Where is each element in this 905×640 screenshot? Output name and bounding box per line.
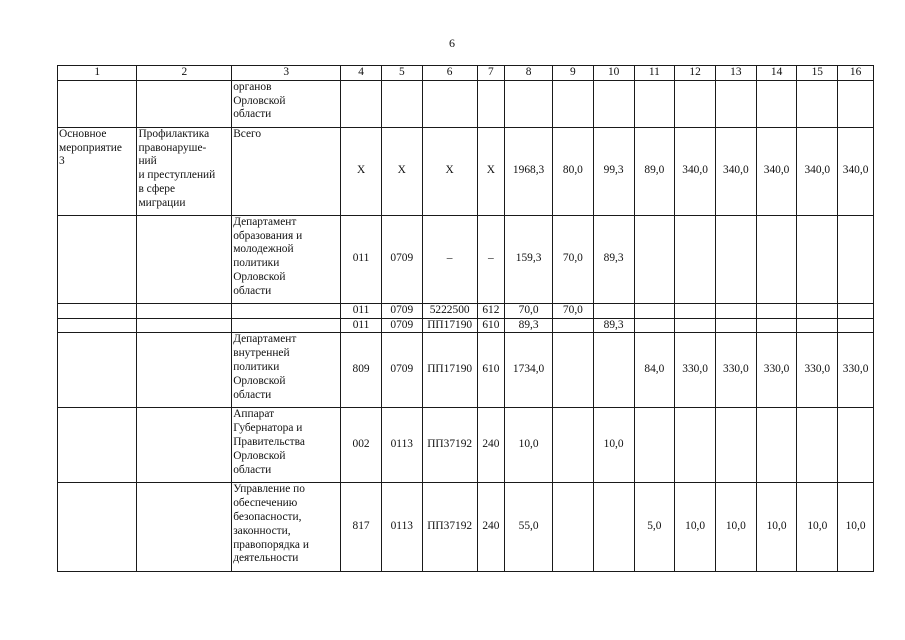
- column-header-9: 9: [553, 66, 594, 81]
- table-cell-col-6: ПП17190: [422, 333, 477, 408]
- table-cell-col-11: [634, 318, 675, 333]
- table-cell-col-13: [715, 318, 756, 333]
- table-cell-col-16: 330,0: [838, 333, 874, 408]
- table-cell-col-16: [838, 318, 874, 333]
- table-cell-col-5: 0709: [381, 318, 422, 333]
- table-cell-col-4: Х: [341, 127, 382, 215]
- table-cell-col-12: [675, 303, 716, 318]
- table-cell-col-10: [593, 303, 634, 318]
- table-cell-col-10: 10,0: [593, 408, 634, 483]
- table-cell-col-8: 10,0: [505, 408, 553, 483]
- column-header-1: 1: [58, 66, 137, 81]
- table-cell-col-8: 89,3: [505, 318, 553, 333]
- table-cell-col-14: 340,0: [756, 127, 797, 215]
- table-cell-col-14: [756, 303, 797, 318]
- table-row: [58, 215, 874, 303]
- table-cell-col-11: 5,0: [634, 483, 675, 572]
- table-cell-col-6: [422, 80, 477, 127]
- column-header-7: 7: [477, 66, 505, 81]
- table-cell-col-1: Основное мероприятие 3: [58, 127, 137, 215]
- table-cell-col-10: [593, 80, 634, 127]
- table-cell-col-9: 70,0: [553, 215, 594, 303]
- table-row: [58, 303, 874, 318]
- table-cell-col-13: [715, 408, 756, 483]
- table-cell-col-2: [137, 408, 232, 483]
- table-cell-col-10: 99,3: [593, 127, 634, 215]
- table-cell-col-3: Департамент внутренней политики Орловской области: [232, 333, 341, 408]
- table-cell-col-9: [553, 318, 594, 333]
- table-cell-col-8: 1734,0: [505, 333, 553, 408]
- table-cell-col-11: 84,0: [634, 333, 675, 408]
- table-cell-col-13: [715, 215, 756, 303]
- table-cell-col-4: 011: [341, 318, 382, 333]
- table-cell-col-8: 1968,3: [505, 127, 553, 215]
- table-cell-col-2: Профилактика правонаруше- ний и преступлений в сфере миграции: [137, 127, 232, 215]
- table-cell-col-6: Х: [422, 127, 477, 215]
- table-cell-col-10: [593, 333, 634, 408]
- table-cell-col-16: [838, 303, 874, 318]
- table-cell-col-7: Х: [477, 127, 505, 215]
- column-header-15: 15: [797, 66, 838, 81]
- table-cell-col-14: [756, 215, 797, 303]
- table-cell-col-1: [58, 80, 137, 127]
- table-cell-col-10: 89,3: [593, 318, 634, 333]
- table-cell-col-5: 0113: [381, 483, 422, 572]
- table-cell-col-8: [505, 80, 553, 127]
- column-header-8: 8: [505, 66, 553, 81]
- table-cell-col-15: [797, 408, 838, 483]
- table-cell-col-14: [756, 408, 797, 483]
- table-cell-col-14: [756, 318, 797, 333]
- column-header-10: 10: [593, 66, 634, 81]
- table-cell-col-5: 0709: [381, 333, 422, 408]
- table-cell-col-12: [675, 408, 716, 483]
- table-cell-col-5: 0113: [381, 408, 422, 483]
- table-cell-col-5: Х: [381, 127, 422, 215]
- table-cell-col-14: 10,0: [756, 483, 797, 572]
- table-cell-col-15: [797, 80, 838, 127]
- column-header-12: 12: [675, 66, 716, 81]
- table-cell-col-12: 10,0: [675, 483, 716, 572]
- table-cell-col-16: [838, 408, 874, 483]
- table-cell-col-7: 610: [477, 333, 505, 408]
- table-cell-col-4: [341, 80, 382, 127]
- table-cell-col-2: [137, 215, 232, 303]
- table-row: [58, 408, 874, 483]
- column-header-4: 4: [341, 66, 382, 81]
- table-cell-col-11: [634, 80, 675, 127]
- table-row: [58, 318, 874, 333]
- table-cell-col-16: 340,0: [838, 127, 874, 215]
- table-cell-col-2: [137, 80, 232, 127]
- table-cell-col-13: 330,0: [715, 333, 756, 408]
- column-header-13: 13: [715, 66, 756, 81]
- budget-table: [57, 65, 874, 572]
- table-cell-col-3: Департамент образования и молодежной политики Орловской области: [232, 215, 341, 303]
- table-cell-col-2: [137, 303, 232, 318]
- table-row: [58, 333, 874, 408]
- table-cell-col-1: [58, 318, 137, 333]
- table-cell-col-12: [675, 80, 716, 127]
- table-cell-col-7: 612: [477, 303, 505, 318]
- table-cell-col-6: ПП37192: [422, 483, 477, 572]
- table-cell-col-14: 330,0: [756, 333, 797, 408]
- table-cell-col-9: [553, 333, 594, 408]
- table-cell-col-3: органов Орловской области: [232, 80, 341, 127]
- table-cell-col-3: [232, 318, 341, 333]
- header-row: [58, 66, 874, 81]
- table-cell-col-13: 10,0: [715, 483, 756, 572]
- table-cell-col-3: Аппарат Губернатора и Правительства Орловской области: [232, 408, 341, 483]
- table-cell-col-6: ПП37192: [422, 408, 477, 483]
- column-header-16: 16: [838, 66, 874, 81]
- table-cell-col-4: 809: [341, 333, 382, 408]
- table-cell-col-13: [715, 303, 756, 318]
- table-cell-col-2: [137, 333, 232, 408]
- table-cell-col-6: ПП17190: [422, 318, 477, 333]
- table-cell-col-8: 55,0: [505, 483, 553, 572]
- table-cell-col-7: –: [477, 215, 505, 303]
- table-cell-col-7: 240: [477, 483, 505, 572]
- table-row: [58, 80, 874, 127]
- table-row: [58, 127, 874, 215]
- table-cell-col-1: [58, 303, 137, 318]
- table-cell-col-11: [634, 303, 675, 318]
- table-cell-col-4: 002: [341, 408, 382, 483]
- table-cell-col-11: 89,0: [634, 127, 675, 215]
- table-cell-col-7: 610: [477, 318, 505, 333]
- table-cell-col-15: 330,0: [797, 333, 838, 408]
- table-cell-col-4: 817: [341, 483, 382, 572]
- table-cell-col-3: Управление по обеспечению безопасности, законности, правопорядка и деятельности: [232, 483, 341, 572]
- table-row: [58, 483, 874, 572]
- table-cell-col-6: 5222500: [422, 303, 477, 318]
- table-cell-col-1: [58, 333, 137, 408]
- table-cell-col-11: [634, 408, 675, 483]
- table-cell-col-9: [553, 408, 594, 483]
- table-cell-col-16: 10,0: [838, 483, 874, 572]
- table-cell-col-9: [553, 483, 594, 572]
- table-cell-col-11: [634, 215, 675, 303]
- table-cell-col-15: [797, 318, 838, 333]
- table-cell-col-8: 70,0: [505, 303, 553, 318]
- column-header-14: 14: [756, 66, 797, 81]
- table-cell-col-12: 330,0: [675, 333, 716, 408]
- table-cell-col-14: [756, 80, 797, 127]
- table-cell-col-15: 340,0: [797, 127, 838, 215]
- table-cell-col-12: [675, 215, 716, 303]
- table-cell-col-2: [137, 318, 232, 333]
- table-cell-col-9: [553, 80, 594, 127]
- table-cell-col-5: [381, 80, 422, 127]
- table-cell-col-13: 340,0: [715, 127, 756, 215]
- table-cell-col-10: 89,3: [593, 215, 634, 303]
- table-cell-col-16: [838, 80, 874, 127]
- table-cell-col-15: [797, 215, 838, 303]
- table-cell-col-9: 70,0: [553, 303, 594, 318]
- table-cell-col-8: 159,3: [505, 215, 553, 303]
- table-cell-col-12: 340,0: [675, 127, 716, 215]
- table-cell-col-9: 80,0: [553, 127, 594, 215]
- table-cell-col-7: 240: [477, 408, 505, 483]
- table-cell-col-16: [838, 215, 874, 303]
- table-cell-col-7: [477, 80, 505, 127]
- table-cell-col-5: 0709: [381, 303, 422, 318]
- table-cell-col-4: 011: [341, 215, 382, 303]
- table-cell-col-3: [232, 303, 341, 318]
- table-cell-col-1: [58, 215, 137, 303]
- table-cell-col-6: –: [422, 215, 477, 303]
- column-header-5: 5: [381, 66, 422, 81]
- table-cell-col-12: [675, 318, 716, 333]
- table-cell-col-1: [58, 483, 137, 572]
- table-cell-col-1: [58, 408, 137, 483]
- page-number: 6: [449, 36, 455, 50]
- column-header-2: 2: [137, 66, 232, 81]
- column-header-11: 11: [634, 66, 675, 81]
- table-cell-col-15: 10,0: [797, 483, 838, 572]
- column-header-3: 3: [232, 66, 341, 81]
- table-cell-col-2: [137, 483, 232, 572]
- table-cell-col-3: Всего: [232, 127, 341, 215]
- table-cell-col-5: 0709: [381, 215, 422, 303]
- column-header-6: 6: [422, 66, 477, 81]
- table-cell-col-13: [715, 80, 756, 127]
- table-cell-col-15: [797, 303, 838, 318]
- table-cell-col-10: [593, 483, 634, 572]
- table-cell-col-4: 011: [341, 303, 382, 318]
